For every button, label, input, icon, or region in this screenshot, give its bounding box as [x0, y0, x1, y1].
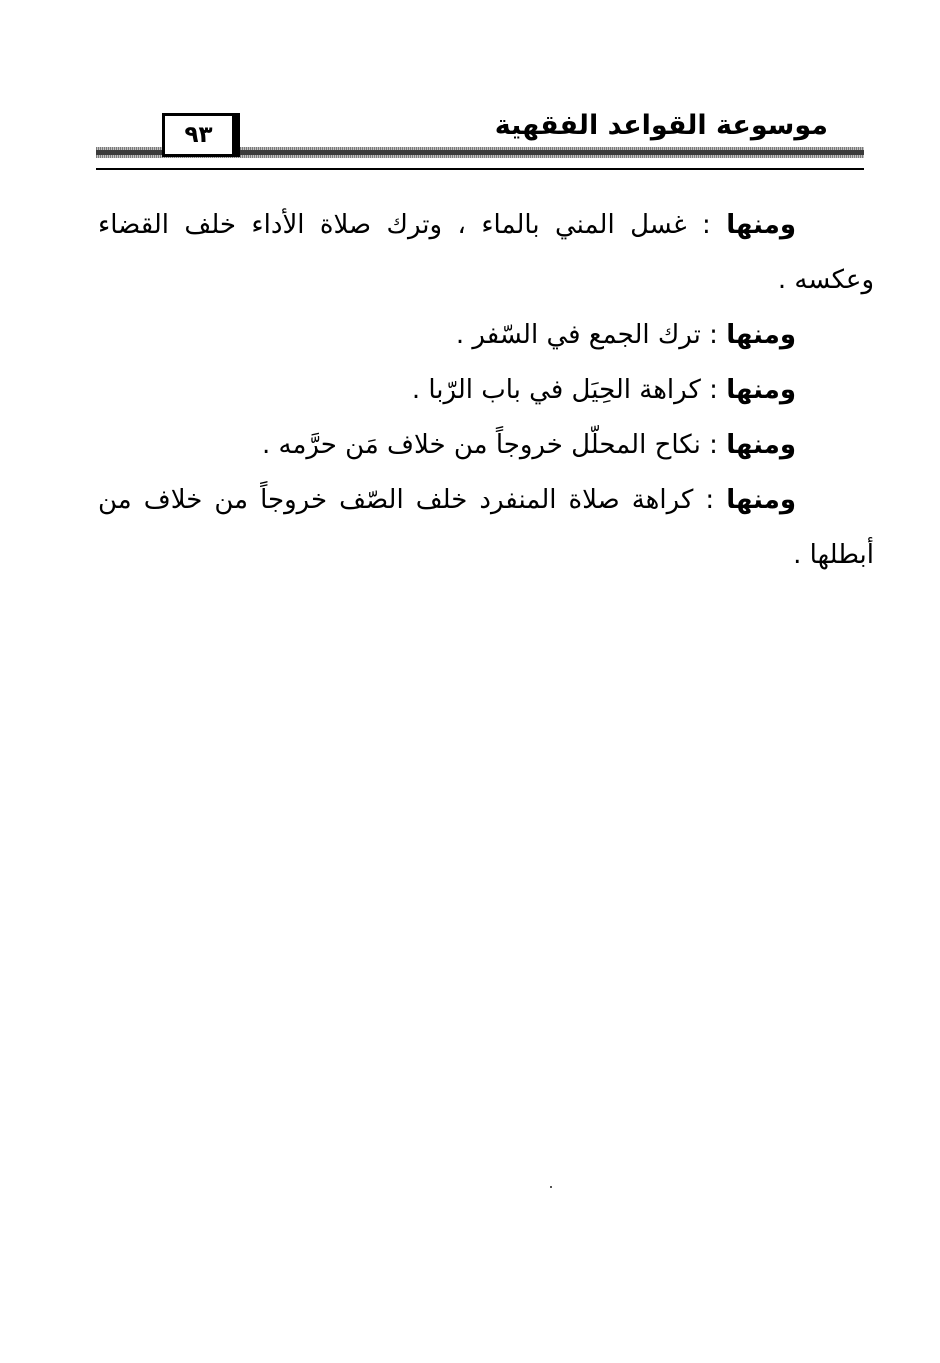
- entry-lead: ومنها: [726, 430, 796, 460]
- entry-lead: ومنها: [726, 210, 796, 240]
- page-number: ٩٣: [184, 122, 213, 148]
- entry-separator: :: [700, 430, 727, 460]
- entry-text: ترك الجمع في السّفر .: [455, 320, 701, 350]
- body-text: [98, 198, 874, 583]
- entry-separator: :: [700, 375, 727, 405]
- entry-lead: ومنها: [726, 485, 797, 515]
- entry-paragraph: [98, 363, 874, 418]
- entry-separator: :: [686, 210, 727, 240]
- entry-paragraph: [98, 308, 874, 363]
- entry-lead: ومنها: [726, 320, 796, 350]
- entry-separator: :: [693, 485, 727, 515]
- entry-paragraph: [98, 418, 874, 473]
- entry-paragraph: [98, 473, 874, 583]
- entry-text: نكاح المحلّل خروجاً من خلاف مَن حرَّمه .: [261, 430, 701, 460]
- entry-text: غسل المني بالماء ، وترك صلاة الأداء خلف القضاء وعكسه .: [98, 210, 874, 295]
- entry-separator: :: [700, 320, 727, 350]
- running-header-title: موسوعة القواعد الفقهية: [494, 110, 828, 141]
- entry-paragraph: [98, 198, 874, 308]
- header-rule-thin: [96, 168, 864, 170]
- scan-speck: [550, 1186, 552, 1188]
- entry-text: كراهة الحِيَل في باب الرّبا .: [411, 375, 701, 405]
- page-number-box: [162, 113, 240, 157]
- entry-lead: ومنها: [726, 375, 796, 405]
- entry-text: كراهة صلاة المنفرد خلف الصّف خروجاً من خلاف من أبطلها .: [98, 485, 874, 570]
